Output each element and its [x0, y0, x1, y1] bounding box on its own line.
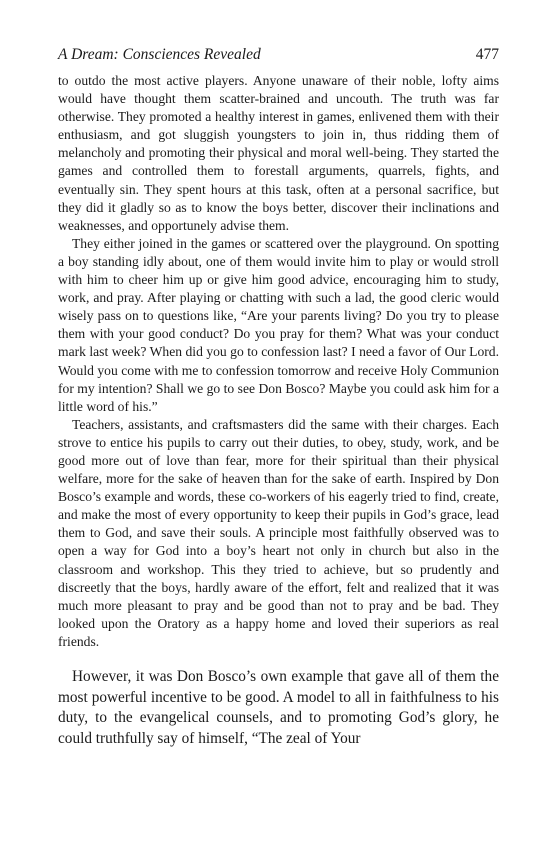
- paragraph-playground: They either joined in the games or scattered over the playground. On spotting a boy standing idly about, one of them would invite him to play or would stroll with him to cheer him up or give him good advice, encouraging him to study, work, and pray. After playing or chatting with such a lad, the good cleric would wisely pass on to questions like, “Are your parents living? Do you try to please them with your good conduct? Do you pray for them? What was your conduct mark last week? When did you go to confession last? I need a favor of Our Lord. Would you come with me to confession tomorrow and receive Holy Communion for my intention? Shall we go to see Don Bosco? Maybe you could ask him for a little word of his.”: [58, 235, 499, 414]
- body-text: [58, 72, 499, 651]
- paragraph-teachers: Teachers, assistants, and craftsmasters did the same with their charges. Each strove to entice his pupils to carry out their duties, to obey, study, work, and be good more out of love than fear, more for their spiritual than their physical welfare, more for the sake of heaven than for the sake of earth. Inspired by Don Bosco’s example and words, these co-workers of his eagerly tried to find, create, and make the most of every opportunity to keep their pupils in God’s grace, lead them to God, and save their souls. A principle most faithfully observed was to open a way for God into a boy’s heart not only in church but also in the classroom and workshop. This they tried to achieve, but so prudently and discreetly that the boys, hardly aware of the effort, felt and realized that it was much more pleasant to pray and be good than not to pray and be bad. They looked upon the Oratory as a happy home and loved their superiors as real friends.: [58, 416, 499, 649]
- running-title: A Dream: Consciences Revealed: [58, 46, 261, 63]
- section-break: [58, 651, 499, 667]
- book-page: [58, 46, 499, 749]
- paragraph-don-bosco-example: However, it was Don Bosco’s own example that gave all of them the most powerful incentive to be good. A model to all in faithfulness to his duty, to the evangelical counsels, and to promoting God’s glory, he could truthfully say of himself, “The zeal of Your: [58, 668, 499, 747]
- running-header: [58, 46, 499, 68]
- paragraph-continuation: to outdo the most active players. Anyone unaware of their noble, lofty aims would have thought them scatter-brained and uncouth. The truth was far otherwise. They promoted a healthy interest in games, enlivened them with their enthusiasm, and got sluggish youngsters to join in, thus ridding them of melancholy and promoting their physical and moral well-being. They started the games and controlled them to forestall arguments, quarrels, fights, and eventually sin. They spent hours at this task, often at a personal sacrifice, but they did it gladly so as to know the boys better, discover their inclinations and weaknesses, and opportunely advise them.: [58, 73, 499, 233]
- page-number: 477: [475, 46, 499, 63]
